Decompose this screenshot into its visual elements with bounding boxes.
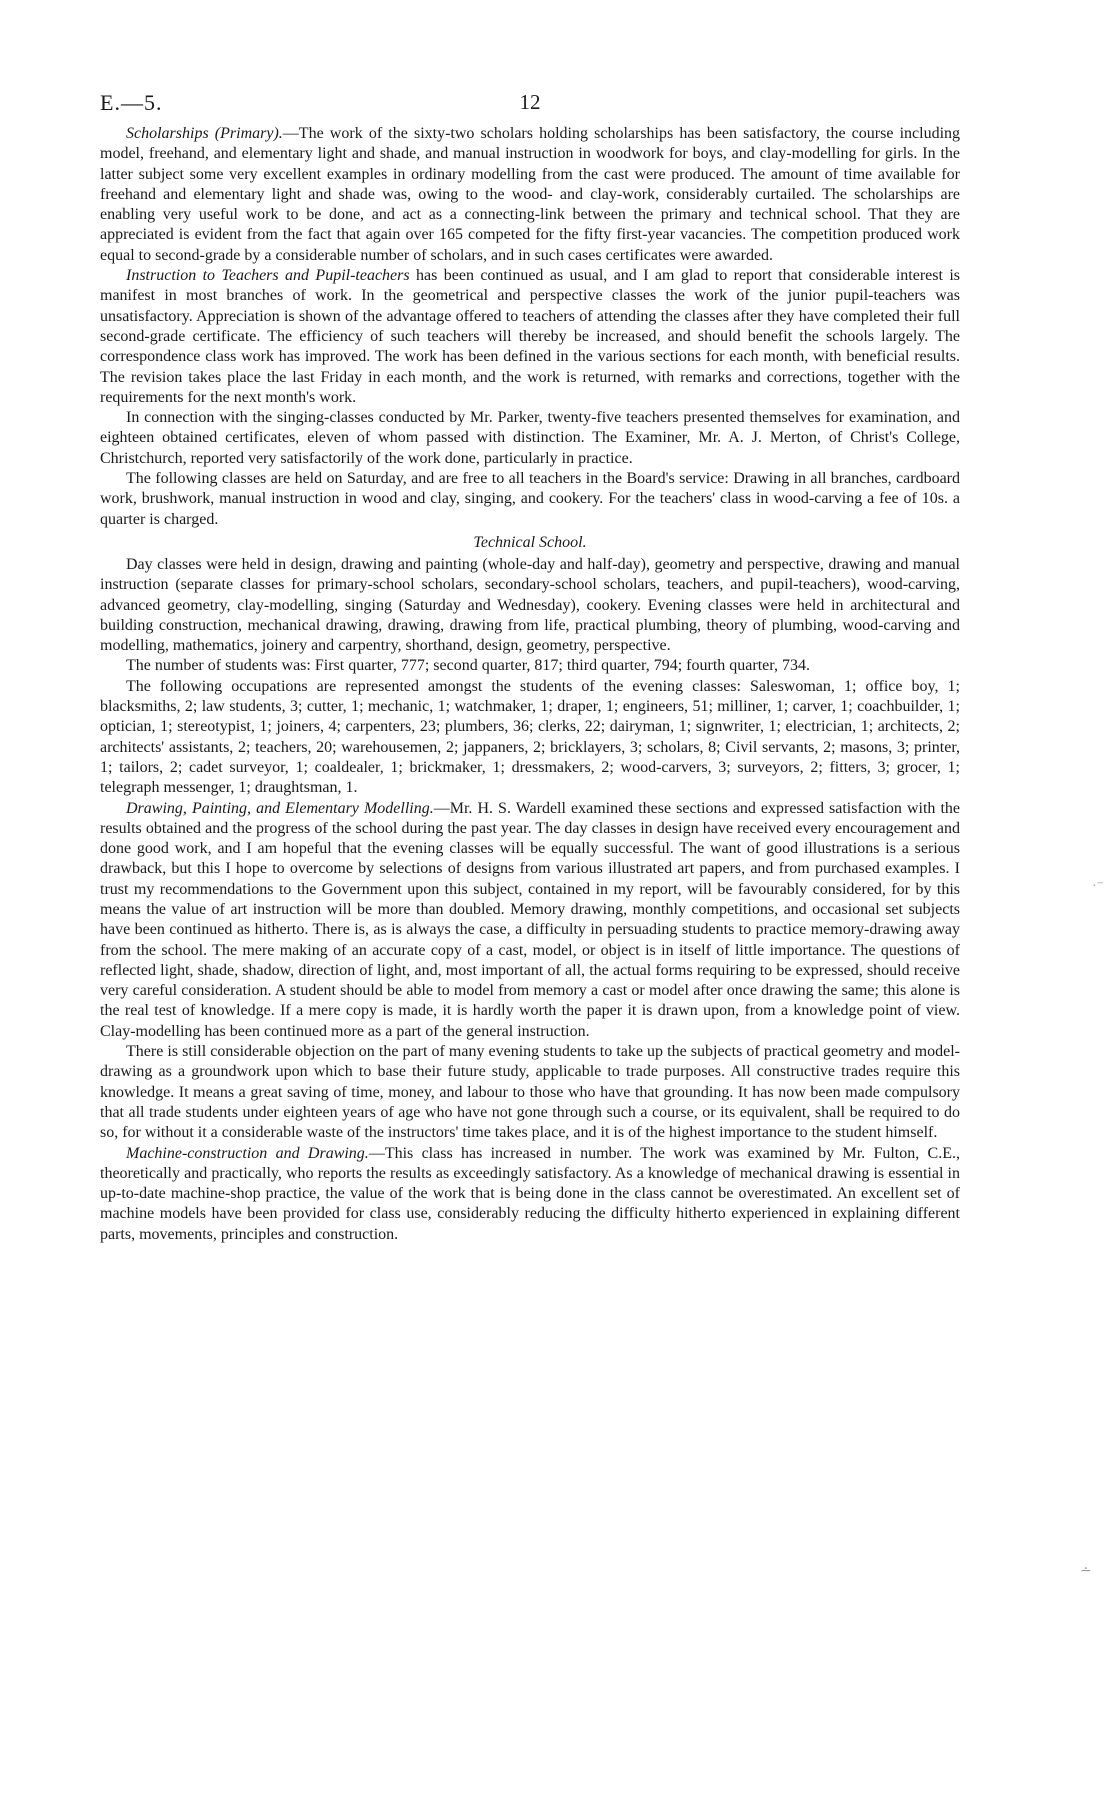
scan-margin-mark: ∸ [1080,1564,1092,1579]
paragraph-geometry-objection [100,1042,960,1143]
paragraph-text: Day classes were held in design, drawing and painting (whole-day and half-day), geometry and perspective, drawing and manual instruction (separate classes for primary-school scholars, secondary-school scholars, teachers, and pupil-teachers), wood-carving, advanced geometry, clay-modelling, singing (Saturday and Wednesday), cookery. Evening classes were held in architectural and building construction, mechanical drawing, drawing, drawing from life, practical plumbing, theory of plumbing, wood-carving and modelling, mathematics, joinery and carpentry, shorthand, design, geometry, perspective. [100,555,960,655]
document-reference: E.—5. [100,90,163,115]
paragraph-text: The following occupations are represented amongst the students of the evening classes: Saleswoman, 1; office boy, 1; blacksmiths, 2; law students, 3; cutter, 1; mechanic, 1; watchmaker, 1; draper, 1; engineers, 51; milliner, 1; carver, 1; coachbuilder, 1; optician, 1; stereotypist, 1; joiners, 4; carpenters, 23; plumbers, 36; clerks, 22; dairyman, 1; signwriter, 1; electrician, 1; architects, 2; architects' assistants, 2; teachers, 20; warehousemen, 2; jappaners, 2; bricklayers, 3; scholars, 8; Civil servants, 2; masons, 3; printer, 1; tailors, 2; cadet surveyor, 1; coaldealer, 1; brickmaker, 1; dressmakers, 2; wood-carvers, 3; surveyors, 2; fitters, 3; grocer, 1; telegraph messenger, 1; draughtsman, 1. [100,677,960,797]
paragraph-student-numbers [100,656,960,676]
paragraph-teacher-instruction [100,266,960,408]
paragraph-lead: Scholarships (Primary). [126,125,283,142]
paragraph-text: has been continued as usual, and I am glad to report that considerable interest is manifest in most branches of work. In the geometrical and perspective classes the work of the junior pupil-teachers was unsatisfactory. Appreciation is shown of the advantage offered to teachers of attending the classes after they have completed their full second-grade certificate. The efficiency of such teachers will thereby be increased, and should benefit the schools largely. The correspondence class work has improved. The work has been defined in the various sections for each month, with beneficial results. The revision takes place the last Friday in each month, and the work is returned, with remarks and corrections, together with the requirements for the next month's work. [100,267,961,406]
paragraph-text: —Mr. H. S. Wardell examined these sections and expressed satisfaction with the results obtained and the progress of the school during the past year. The day classes in design have received every encouragement and done good work, and I am hopeful that the evening classes will be equally successful. The want of good illustrations is a serious drawback, but this I hope to overcome by selections of designs from various illustrated art papers, and from purchased examples. I trust my recommendations to the Government upon this subject, contained in my report, will be favourably considered, for by this means the value of art instruction will be more than doubled. Memory drawing, monthly competitions, and occasional set subjects have been continued as hitherto. There is, as is always the case, a difficulty in persuading students to practice memory-drawing away from the school. The mere making of an accurate copy of a cast, model, or object is in itself of little importance. The questions of reflected light, shade, shadow, direction of light, and, most important of all, the actual forms requiring to be expressed, should receive very careful consideration. A student should be able to model from memory a cast or model after once drawing the same; this alone is the real test of knowledge. If a mere copy is made, it is hardly worth the paper it is drawn upon, from a knowledge point of view. Clay-modelling has been continued more as a part of the general instruction. [100,799,960,1040]
paragraph-text: In connection with the singing-classes conducted by Mr. Parker, twenty-five teachers presented themselves for examination, and eighteen obtained certificates, eleven of whom passed with distinction. The Examiner, Mr. A. J. Merton, of Christ's College, Christchurch, reported very satisfactorily of the work done, particularly in practice. [100,409,960,467]
paragraph-machine-construction [100,1144,960,1245]
paragraph-saturday-classes [100,469,960,530]
paragraph-lead: Machine-construction and Drawing. [126,1144,369,1162]
paragraph-text: —This class has increased in number. The work was examined by Mr. Fulton, C.E., theoretically and practically, who reports the results as exceedingly satisfactory. As a knowledge of mechanical drawing is essential in up-to-date machine-shop practice, the value of the work that is being done in the class cannot be overestimated. An excellent set of machine models have been provided for class use, considerably reducing the difficulty hitherto experienced in explaining different parts, movements, principles and construction. [100,1144,960,1243]
page-number: 12 [519,90,541,114]
paragraph-drawing-painting [100,799,960,1043]
document-page [100,78,960,1245]
paragraph-occupations [100,677,960,799]
paragraph-lead: Drawing, Painting, and Elementary Modelling. [126,799,434,817]
paragraph-text: There is still considerable objection on the part of many evening students to take up the subjects of practical geometry and model-drawing as a groundwork upon which to base their future study, applicable to trade purposes. All constructive trades require this knowledge. It means a great saving of time, money, and labour to those who have that grounding. It has now been made compulsory that all trade students under eighteen years of age who have not gone through such a course, or its equivalent, shall be required to do so, for without it a considerable waste of the instructors' time takes place, and it is of the highest importance to the student himself. [100,1043,960,1142]
paragraph-day-classes [100,555,960,656]
scan-margin-mark: ·⁻ [1092,879,1105,894]
section-heading: Technical School. [473,533,587,551]
page-header [100,78,960,118]
report-body [100,124,960,1245]
paragraph-singing-classes [100,408,960,469]
paragraph-text: —The work of the sixty-two scholars holding scholarships has been satisfactory, the course including model, freehand, and elementary light and shade, and manual instruction in woodwork for boys, and clay-modelling for girls. In the latter subject some very excellent examples in ordinary modelling from the cast were produced. The amount of time available for freehand and elementary light and shade was, owing to the wood- and clay-work, considerably curtailed. The scholarships are enabling very useful work to be done, and act as a connecting-link between the primary and technical school. That they are appreciated is evident from the fact that again over 165 competed for the fifty first-year vacancies. The competition produced work equal to second-grade by a considerable number of scholars, and in such cases certificates were awarded. [100,125,961,264]
paragraph-lead: Instruction to Teachers and Pupil-teachers [126,267,410,285]
paragraph-text: The following classes are held on Saturday, and are free to all teachers in the Board's service: Drawing in all branches, cardboard work, brushwork, manual instruction in wood and clay, singing, and cookery. For the teachers' class in wood-carving a fee of 10s. a quarter is charged. [100,470,960,528]
paragraph-scholarships [100,124,960,266]
paragraph-text: The number of students was: First quarter, 777; second quarter, 817; third quarter, 794; fourth quarter, 734. [126,657,810,675]
